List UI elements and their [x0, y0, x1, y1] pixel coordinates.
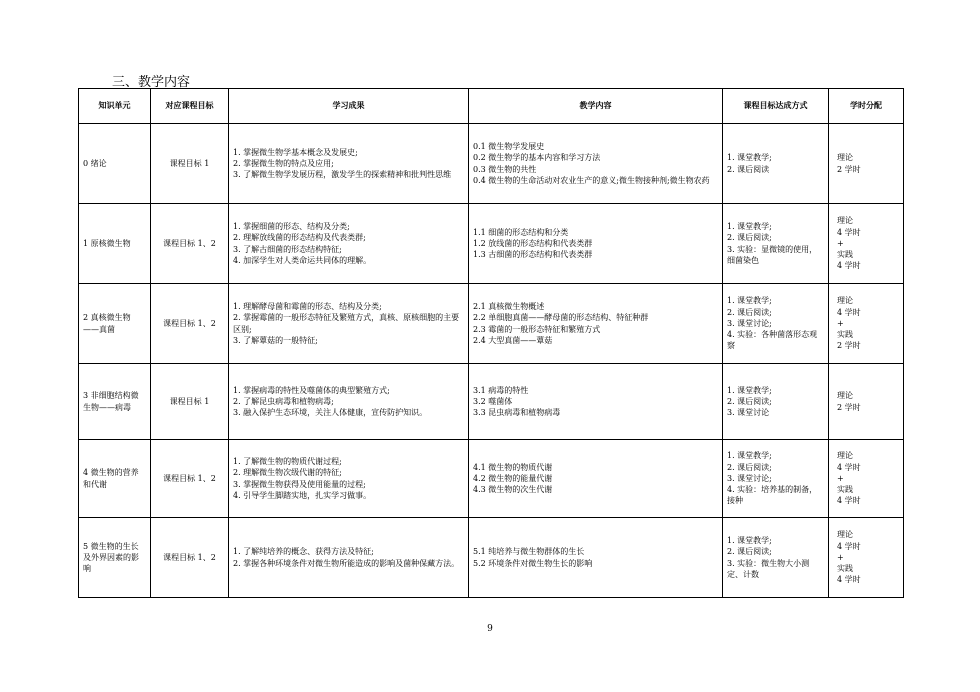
method-line: 2. 课后阅读; [727, 307, 772, 317]
outcome-line: 1. 掌握微生物学基本概念及发展史; [233, 147, 358, 157]
content-line: 1.3 古细菌的形态结构和代表类群 [473, 250, 593, 260]
method-line: 3. 课堂讨论; [727, 473, 772, 483]
teaching-content-cell [469, 124, 723, 204]
method-line: 4. 实验：培养基的制备，接种 [727, 485, 818, 506]
method-line: 2. 课后阅读 [727, 164, 770, 174]
hours-cell [829, 440, 904, 518]
outcome-line: 3. 掌握微生物获得及使用能量的过程; [233, 479, 366, 489]
learning-outcomes-cell [229, 364, 469, 440]
outcome-line: 2. 了解昆虫病毒和植物病毒; [233, 396, 334, 406]
teaching-content-cell [469, 364, 723, 440]
knowledge-unit-cell: 0 绪论 [79, 124, 151, 204]
section-title: 三、教学内容 [112, 75, 191, 90]
knowledge-unit-cell: 5 微生物的生长及外界因素的影响 [79, 518, 151, 598]
header-row [79, 89, 904, 124]
method-line: 4. 实验：各种菌落形态观察 [727, 330, 818, 351]
learning-outcomes-cell [229, 124, 469, 204]
hours-line: 4 学时 [837, 462, 861, 472]
hours-line: 理论 [837, 216, 853, 226]
method-line: 2. 课后阅读; [727, 547, 772, 557]
learning-outcomes-cell [229, 440, 469, 518]
table-row [79, 204, 904, 284]
outcome-line: 1. 了解纯培养的概念、获得方法及特征; [233, 547, 374, 557]
hours-cell [829, 204, 904, 284]
method-line: 3. 课堂讨论 [727, 408, 770, 418]
learning-outcomes-cell [229, 518, 469, 598]
course-goal-cell: 课程目标 1、2 [151, 204, 229, 284]
hours-line: 4 学时 [837, 496, 861, 506]
knowledge-unit-cell: 3 非细胞结构微生物——病毒 [79, 364, 151, 440]
content-line: 3.1 病毒的特性 [473, 385, 529, 395]
knowledge-unit-cell: 1 原核微生物 [79, 204, 151, 284]
hours-line: 4 学时 [837, 575, 861, 585]
table-body [79, 124, 904, 598]
hours-line: 实践 [837, 485, 853, 495]
header-teaching-content: 教学内容 [469, 89, 723, 124]
method-line: 1. 课堂教学; [727, 385, 772, 395]
hours-cell [829, 518, 904, 598]
method-line: 1. 课堂教学; [727, 451, 772, 461]
method-line: 3. 课堂讨论; [727, 318, 772, 328]
header-hours: 学时分配 [829, 89, 904, 124]
hours-line: 4 学时 [837, 227, 861, 237]
page-number: 9 [487, 624, 493, 634]
content-line: 4.1 微生物的物质代谢 [473, 462, 553, 472]
hours-line: + [837, 238, 844, 248]
content-line: 5.1 纯培养与微生物群体的生长 [473, 547, 585, 557]
course-goal-cell: 课程目标 1 [151, 124, 229, 204]
outcome-line: 3. 了解古细菌的形态结构特征; [233, 244, 342, 254]
content-line: 4.2 微生物的能量代谢 [473, 473, 553, 483]
table-row [79, 124, 904, 204]
content-line: 2.4 大型真菌——蕈菇 [473, 335, 553, 345]
teaching-content-cell [469, 284, 723, 364]
outcome-line: 3. 了解微生物学发展历程，激发学生的探索精神和批判性思维 [233, 170, 452, 180]
hours-line: 4 学时 [837, 307, 861, 317]
outcome-line: 4. 加深学生对人类命运共同体的理解。 [233, 255, 372, 265]
table-row [79, 364, 904, 440]
header-course-goal: 对应课程目标 [151, 89, 229, 124]
course-goal-cell: 课程目标 1、2 [151, 284, 229, 364]
teaching-content-cell [469, 518, 723, 598]
outcome-line: 1. 理解酵母菌和霉菌的形态、结构及分类; [233, 302, 382, 312]
outcome-line: 2. 掌握微生物的特点及应用; [233, 158, 334, 168]
content-line: 0.4 微生物的生命活动对农业生产的意义;微生物接种剂;微生物农药 [473, 175, 710, 185]
outcome-line: 2. 掌握各种环境条件对微生物所能造成的影响及菌种保藏方法。 [233, 558, 460, 568]
method-line: 2. 课后阅读; [727, 462, 772, 472]
hours-line: 2 学时 [837, 164, 861, 174]
outcome-line: 2. 理解微生物次级代谢的特征; [233, 468, 342, 478]
hours-line: + [837, 318, 844, 328]
achievement-method-cell [723, 518, 829, 598]
content-line: 4.3 微生物的次生代谢 [473, 485, 553, 495]
table-row [79, 440, 904, 518]
achievement-method-cell [723, 364, 829, 440]
outcome-line: 3. 了解蕈菇的一般特征; [233, 335, 318, 345]
hours-cell [829, 284, 904, 364]
content-line: 0.3 微生物的共性 [473, 164, 537, 174]
content-line: 5.2 环境条件对微生物生长的影响 [473, 558, 593, 568]
hours-line: 4 学时 [837, 261, 861, 271]
hours-line: 实践 [837, 330, 853, 340]
table-row [79, 518, 904, 598]
outcome-line: 2. 掌握霉菌的一般形态特征及繁殖方式，真核、原核细胞的主要区别; [233, 313, 460, 334]
outcome-line: 1. 了解微生物的物质代谢过程; [233, 457, 342, 467]
achievement-method-cell [723, 440, 829, 518]
method-line: 1. 课堂教学; [727, 296, 772, 306]
hours-cell [829, 364, 904, 440]
hours-line: 4 学时 [837, 541, 861, 551]
course-goal-cell: 课程目标 1、2 [151, 440, 229, 518]
achievement-method-cell [723, 204, 829, 284]
hours-line: 理论 [837, 153, 853, 163]
method-line: 3. 实验：微生物大小测定、计数 [727, 558, 810, 579]
method-line: 3. 实验：显微镜的使用，细菌染色 [727, 244, 818, 265]
method-line: 2. 课后阅读; [727, 233, 772, 243]
teaching-content-cell [469, 440, 723, 518]
hours-line: 理论 [837, 451, 853, 461]
method-line: 1. 课堂教学; [727, 222, 772, 232]
header-achievement-method: 课程目标达成方式 [723, 89, 829, 124]
table-header [79, 89, 904, 124]
learning-outcomes-cell [229, 204, 469, 284]
hours-line: 理论 [837, 296, 853, 306]
outcome-line: 1. 掌握病毒的特性及噬菌体的典型繁殖方式; [233, 385, 390, 395]
content-line: 1.1 细菌的形态结构和分类 [473, 227, 569, 237]
content-line: 3.3 昆虫病毒和植物病毒 [473, 408, 561, 418]
method-line: 1. 课堂教学; [727, 153, 772, 163]
course-goal-cell: 课程目标 1 [151, 364, 229, 440]
content-line: 2.2 单细胞真菌——酵母菌的形态结构、特征种群 [473, 313, 649, 323]
method-line: 1. 课堂教学; [727, 536, 772, 546]
content-line: 2.3 霉菌的一般形态特征和繁殖方式 [473, 324, 601, 334]
content-line: 1.2 放线菌的形态结构和代表类群 [473, 238, 593, 248]
achievement-method-cell [723, 124, 829, 204]
hours-line: + [837, 473, 844, 483]
achievement-method-cell [723, 284, 829, 364]
header-knowledge-unit: 知识单元 [79, 89, 151, 124]
hours-line: 理论 [837, 391, 853, 401]
header-learning-outcomes: 学习成果 [229, 89, 469, 124]
content-line: 3.2 噬菌体 [473, 396, 513, 406]
content-line: 0.2 微生物学的基本内容和学习方法 [473, 153, 601, 163]
course-goal-cell: 课程目标 1、2 [151, 518, 229, 598]
outcome-line: 3. 融入保护生态环境，关注人体健康，宣传防护知识。 [233, 408, 428, 418]
hours-line: + [837, 552, 844, 562]
hours-line: 实践 [837, 250, 853, 260]
method-line: 2. 课后阅读; [727, 396, 772, 406]
content-line: 2.1 真核微生物概述 [473, 302, 545, 312]
outcome-line: 4. 引导学生脚踏实地，扎实学习做事。 [233, 490, 372, 500]
hours-line: 理论 [837, 530, 853, 540]
content-line: 0.1 微生物学发展史 [473, 142, 545, 152]
hours-cell [829, 124, 904, 204]
knowledge-unit-cell: 2 真核微生物——真菌 [79, 284, 151, 364]
outcome-line: 2. 理解放线菌的形态结构及代表类群; [233, 233, 366, 243]
outcome-line: 1. 掌握细菌的形态、结构及分类; [233, 222, 350, 232]
knowledge-unit-cell: 4 微生物的营养和代谢 [79, 440, 151, 518]
hours-line: 实践 [837, 564, 853, 574]
teaching-content-table [78, 88, 904, 598]
learning-outcomes-cell [229, 284, 469, 364]
hours-line: 2 学时 [837, 402, 861, 412]
table-row [79, 284, 904, 364]
hours-line: 2 学时 [837, 341, 861, 351]
teaching-content-cell [469, 204, 723, 284]
